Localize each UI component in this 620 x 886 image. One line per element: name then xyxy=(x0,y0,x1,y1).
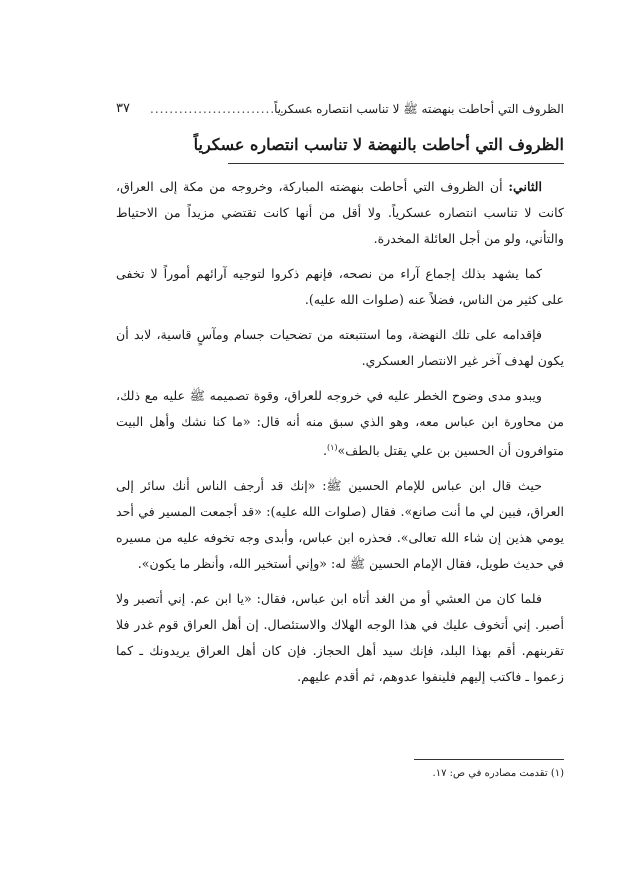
paragraph-text: أن الظروف التي أحاطت بنهضته المباركة، وخروجه من مكة إلى العراق، كانت لا تناسب انتصاره عسكرياً. ولا أقل من أنها كانت تقتضي مزيداً من الاحتياط والتأني، ولو من أجل العائلة المخدرة. xyxy=(116,179,564,246)
page-number: ٣٧ xyxy=(116,101,130,116)
chapter-underline xyxy=(228,163,564,164)
paragraph: حيث قال ابن عباس للإمام الحسين ﷺ: «إنك قد أرجف الناس أنك سائر إلى العراق، فبين لي ما أنت صانع». فقال (صلوات الله عليه): «قد أجمعت المسير في أحد يومي هذين إن شاء الله تعالى». فحذره ابن عباس، وأبدى وجه تخوفه عليه من مسيره في حديث طويل، فقال الإمام الحسين ﷺ له: «وإني أستخير الله، وأنظر ما يكون». xyxy=(116,478,564,572)
footnote-mark: (١) xyxy=(327,443,338,452)
footnote-separator xyxy=(414,759,564,760)
paragraph-text: ويبدو مدى وضوح الخطر عليه في خروجه للعراق، وقوة تصميمه ﷺ عليه مع ذلك، من محاورة ابن عباس معه، وهو الذي سبق منه أنه قال: «ما كنا نشك وأهل البيت متوافرون أن الحسين بن علي يقتل بالطف» xyxy=(116,388,564,459)
running-header xyxy=(116,97,564,121)
paragraph xyxy=(116,174,564,252)
paragraph-lead: الثاني: xyxy=(508,179,542,194)
dot-leader: .................................. xyxy=(150,102,314,116)
paragraph xyxy=(116,383,564,464)
paragraph: كما يشهد بذلك إجماع آراء من نصحه، فإنهم ذكروا لتوجيه آرائهم أموراً لا تخفى على كثير من الناس، فضلاً عنه (صلوات الله عليه). xyxy=(116,266,564,307)
running-title: الظروف التي أحاطت بنهضته ﷺ لا تناسب انتصاره عسكرياً xyxy=(274,102,564,116)
paragraph: فإقدامه على تلك النهضة، وما استتبعته من تضحيات جسام ومآسٍ قاسية، لابد أن يكون لهدف آخر غير الانتصار العسكري. xyxy=(116,327,564,368)
paragraph-tail: . xyxy=(322,443,327,459)
footnote: (١) تقدمت مصادره في ص: ١٧. xyxy=(432,768,564,779)
body-text xyxy=(116,174,564,699)
chapter-title: الظروف التي أحاطت بالنهضة لا تناسب انتصاره عسكرياً xyxy=(193,135,564,154)
paragraph: فلما كان من العشي أو من الغد أتاه ابن عباس، فقال: «يا ابن عم. إني أتصبر ولا أصبر. إني أتخوف عليك في هذا الوجه الهلاك والاستئصال. إن أهل العراق قوم غدر فلا تقربنهم. أقم بهذا البلد، فإنك سيد أهل الحجاز. فإن كان أهل العراق يريدونك ـ كما زعموا ـ فاكتب إليهم فلينفوا عدوهم، ثم أقدم عليهم. xyxy=(116,591,564,685)
